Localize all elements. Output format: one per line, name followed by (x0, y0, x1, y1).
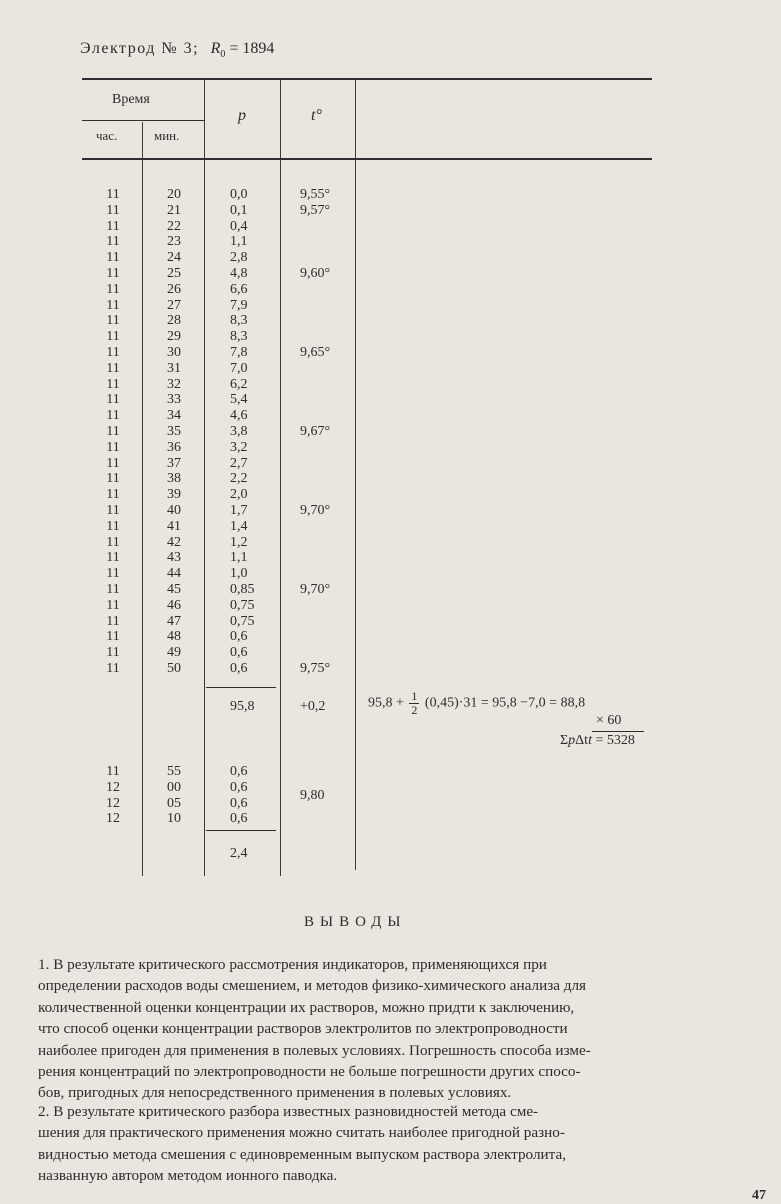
calc-fraction (409, 690, 419, 717)
row-minute: 43 (167, 550, 181, 566)
row-minute: 32 (167, 376, 181, 392)
conclusion-paragraph-1 (38, 954, 718, 1104)
row-t: 9,60° (300, 266, 331, 281)
row-hour: 11 (106, 392, 120, 408)
row-minute: 29 (167, 329, 181, 345)
row-minute: 55 (167, 764, 181, 779)
calc-total-t: t (588, 733, 592, 748)
row-hour: 11 (106, 266, 120, 281)
page-number: 47 (752, 1188, 766, 1203)
row-minute: 31 (167, 360, 181, 376)
calc-total-p: p (568, 733, 576, 748)
row-p: 0,4 (230, 218, 248, 234)
header-bottom-rule (82, 158, 652, 160)
row-minute: 27 (167, 297, 181, 313)
sum1-p: 95,8 (230, 699, 255, 714)
calc-rule (592, 731, 644, 732)
row-p: 1,1 (230, 234, 248, 250)
row-hour: 11 (106, 424, 120, 439)
calc-total-sigma: Σ (560, 733, 569, 748)
conclusions-heading: ВЫВОДЫ (304, 914, 407, 930)
row-hour: 11 (106, 550, 120, 566)
row-hour: 11 (106, 313, 120, 329)
row-hour: 11 (106, 329, 120, 345)
table-title (80, 40, 274, 60)
row-hour: 11 (106, 534, 120, 550)
row-hour: 11 (106, 345, 120, 360)
row-p: 0,6 (230, 764, 248, 779)
row-p: 1,0 (230, 566, 248, 582)
calc-total (560, 733, 635, 749)
r-subscript: 0 (220, 49, 226, 61)
row-minute: 10 (167, 811, 181, 827)
paragraph-line: 1. В результате критического рассмотрения индикаторов, применяющихся при (38, 956, 547, 973)
calc-expression (368, 690, 585, 717)
row-hour: 11 (106, 661, 120, 676)
row-p: 3,2 (230, 439, 248, 455)
sum1-rule (206, 687, 276, 688)
row-minute: 34 (167, 408, 181, 424)
table-top-rule (82, 78, 652, 80)
row-p: 4,8 (230, 266, 248, 281)
t2-value: 9,80 (300, 788, 325, 803)
sum1-t: +0,2 (300, 699, 326, 714)
row-p: 5,4 (230, 392, 248, 408)
row-p: 0,6 (230, 811, 248, 827)
r-symbol: R (210, 40, 221, 57)
row-hour: 11 (106, 597, 120, 613)
row-hour: 11 (106, 234, 120, 250)
row-t: 9,70° (300, 582, 331, 597)
paragraph-line: видностью метода смешения с единовременным выпуском раствора электролита, (38, 1145, 567, 1163)
row-minute: 28 (167, 313, 181, 329)
time-subheader-rule (82, 120, 204, 121)
row-hour: 11 (106, 218, 120, 234)
row-hour: 11 (106, 518, 120, 534)
header-p: p (238, 107, 246, 124)
row-p: 2,7 (230, 455, 248, 471)
row-p: 0,0 (230, 187, 248, 202)
row-hour: 11 (106, 202, 120, 218)
row-minute: 45 (167, 582, 181, 597)
row-p: 2,8 (230, 250, 248, 266)
row-hour: 11 (106, 360, 120, 376)
conclusion-paragraph-2 (38, 1101, 718, 1187)
sum2-rule (206, 830, 276, 831)
paragraph-line: наиболее пригоден для применения в полевых условиях. Погрешность способа изме- (38, 1041, 591, 1059)
paragraph-line: названную автором методом ионного паводка. (38, 1167, 338, 1185)
row-minute: 44 (167, 566, 181, 582)
row-minute: 46 (167, 597, 181, 613)
paragraph-line: что способ оценки концентрации растворов электролитов по электропроводности (38, 1020, 568, 1038)
row-hour: 11 (106, 566, 120, 582)
row-hour: 11 (106, 503, 120, 518)
row-minute: 50 (167, 661, 181, 676)
col-sep-minutes (204, 80, 205, 876)
calc-pre: 95,8 + (368, 695, 404, 711)
row-minute: 47 (167, 613, 181, 629)
row-minute: 33 (167, 392, 181, 408)
row-minute: 41 (167, 518, 181, 534)
header-time: Время (112, 92, 150, 107)
row-hour: 11 (106, 629, 120, 645)
calc-total-dt: Δt (575, 733, 589, 748)
col-sep-t (355, 80, 356, 870)
row-p: 0,1 (230, 202, 248, 218)
row-minute: 23 (167, 234, 181, 250)
row-t: 9,55° (300, 187, 331, 202)
calc-frac-den: 2 (411, 703, 418, 717)
electrode-label: Электрод № 3; (80, 40, 200, 57)
paragraph-line: 2. В результате критического разбора известных разновидностей метода сме- (38, 1103, 539, 1120)
row-minute: 39 (167, 487, 181, 503)
row-t: 9,70° (300, 503, 331, 518)
r-value: = 1894 (229, 40, 275, 57)
row-minute: 00 (167, 779, 181, 795)
row-p: 1,1 (230, 550, 248, 566)
row-minute: 36 (167, 439, 181, 455)
row-hour: 12 (106, 795, 120, 811)
row-p: 6,6 (230, 281, 248, 297)
row-minute: 35 (167, 424, 181, 439)
paragraph-line: бов, пригодных для непосредственного применения в полевых условиях. (38, 1084, 512, 1102)
sum2-p: 2,4 (230, 846, 248, 861)
row-p: 0,6 (230, 795, 248, 811)
row-minute: 38 (167, 471, 181, 487)
row-t: 9,57° (300, 202, 331, 218)
row-hour: 11 (106, 281, 120, 297)
col-sep-hours (142, 122, 143, 876)
row-p: 0,6 (230, 629, 248, 645)
row-t: 9,67° (300, 424, 331, 439)
row-p: 2,0 (230, 487, 248, 503)
row-hour: 11 (106, 764, 120, 779)
row-minute: 48 (167, 629, 181, 645)
row-hour: 11 (106, 439, 120, 455)
row-hour: 11 (106, 408, 120, 424)
row-p: 4,6 (230, 408, 248, 424)
row-hour: 11 (106, 250, 120, 266)
row-p: 0,75 (230, 597, 255, 613)
row-p: 0,75 (230, 613, 255, 629)
row-hour: 11 (106, 613, 120, 629)
row-hour: 11 (106, 376, 120, 392)
row-p: 0,6 (230, 661, 248, 676)
row-p: 7,9 (230, 297, 248, 313)
row-p: 2,2 (230, 471, 248, 487)
row-minute: 25 (167, 266, 181, 281)
row-hour: 11 (106, 582, 120, 597)
paragraph-line: шения для практического применения можно считать наиболее пригодной разно- (38, 1124, 565, 1142)
row-minute: 05 (167, 795, 181, 811)
header-t: t° (311, 107, 322, 124)
row-t: 9,65° (300, 345, 331, 360)
row-hour: 11 (106, 297, 120, 313)
row-p: 1,2 (230, 534, 248, 550)
row-p: 6,2 (230, 376, 248, 392)
calc-multiplier: × 60 (596, 713, 622, 728)
row-minute: 49 (167, 645, 181, 661)
row-minute: 24 (167, 250, 181, 266)
calc-frac-num: 1 (411, 689, 418, 703)
row-minute: 26 (167, 281, 181, 297)
row-p: 0,6 (230, 645, 248, 661)
row-p: 7,8 (230, 345, 248, 360)
row-minute: 42 (167, 534, 181, 550)
row-hour: 11 (106, 471, 120, 487)
row-minute: 37 (167, 455, 181, 471)
header-hours: час. (96, 128, 118, 143)
row-minute: 22 (167, 218, 181, 234)
col-sep-p (280, 80, 281, 876)
row-minute: 30 (167, 345, 181, 360)
row-hour: 12 (106, 811, 120, 827)
paragraph-line: определении расходов воды смешением, и методов физико-химического анализа для (38, 977, 587, 995)
row-p: 1,7 (230, 503, 248, 518)
row-p: 0,85 (230, 582, 255, 597)
row-p: 3,8 (230, 424, 248, 439)
calc-post: (0,45)·31 = 95,8 −7,0 = 88,8 (424, 695, 586, 711)
row-hour: 11 (106, 487, 120, 503)
row-hour: 11 (106, 645, 120, 661)
row-hour: 11 (106, 455, 120, 471)
paragraph-line: рения концентраций по электропроводности не больше погрешности других спосо- (38, 1063, 581, 1081)
row-hour: 12 (106, 779, 120, 795)
row-p: 8,3 (230, 313, 248, 329)
row-p: 0,6 (230, 779, 248, 795)
row-p: 1,4 (230, 518, 248, 534)
row-minute: 20 (167, 187, 181, 202)
row-t: 9,75° (300, 661, 331, 676)
row-minute: 21 (167, 202, 181, 218)
header-minutes: мин. (154, 128, 180, 143)
row-hour: 11 (106, 187, 120, 202)
row-minute: 40 (167, 503, 181, 518)
paragraph-line: количественной оценки концентрации их растворов, можно придти к заключению, (38, 998, 575, 1016)
calc-total-eq: = 5328 (595, 733, 635, 748)
row-p: 7,0 (230, 360, 248, 376)
row-p: 8,3 (230, 329, 248, 345)
